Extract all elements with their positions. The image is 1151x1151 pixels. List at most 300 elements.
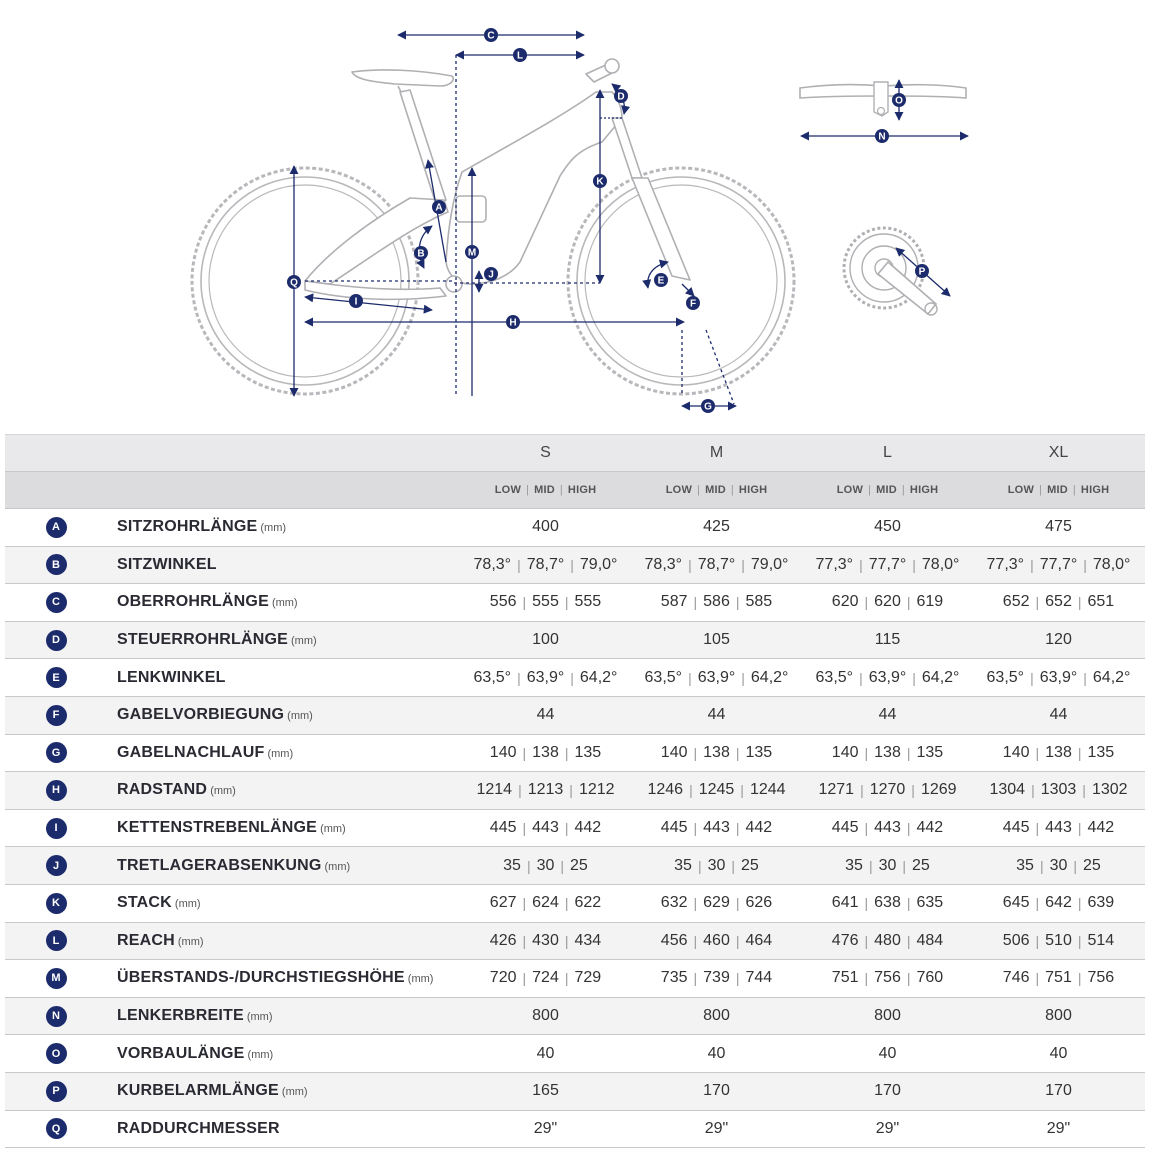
measurement-value: 35 bbox=[674, 856, 692, 874]
measurement-value: 63,9° bbox=[697, 668, 736, 686]
measurement-value: 78,3° bbox=[473, 555, 512, 573]
position-label: MID bbox=[876, 484, 897, 496]
position-label: LOW bbox=[494, 484, 522, 496]
value-cell-xl bbox=[973, 706, 1144, 724]
separator: | bbox=[693, 594, 698, 611]
measurement-value: 746 bbox=[1002, 969, 1030, 987]
svg-text:D: D bbox=[617, 91, 625, 103]
separator: | bbox=[1077, 932, 1082, 949]
value-cell-s bbox=[460, 932, 631, 950]
row-badge-cell bbox=[5, 818, 117, 839]
measurement-value: 443 bbox=[703, 819, 730, 837]
value-cell-m bbox=[631, 932, 802, 950]
table-row bbox=[5, 923, 1145, 961]
measurement-value: 800 bbox=[874, 1007, 901, 1025]
separator: | bbox=[559, 484, 563, 496]
measurement-name: STACK bbox=[117, 894, 172, 912]
bike-frame bbox=[305, 59, 690, 299]
measurement-value: 165 bbox=[532, 1082, 559, 1100]
separator: | bbox=[697, 484, 701, 496]
row-name-cell bbox=[117, 669, 460, 687]
separator: | bbox=[522, 820, 527, 837]
position-label: HIGH bbox=[909, 484, 939, 496]
measurement-value: 115 bbox=[874, 631, 901, 649]
measurement-value: 642 bbox=[1045, 894, 1072, 912]
table-row bbox=[5, 735, 1145, 773]
value-cell-s bbox=[460, 781, 631, 799]
measurement-value: 639 bbox=[1087, 894, 1115, 912]
bike-geometry-svg bbox=[0, 0, 1151, 432]
value-cell-l bbox=[802, 556, 973, 574]
row-name-cell bbox=[117, 744, 460, 762]
measurement-value: 29" bbox=[1046, 1119, 1071, 1137]
measurement-value: 40 bbox=[878, 1044, 897, 1062]
label-f bbox=[686, 296, 700, 310]
measurement-value: 464 bbox=[745, 931, 773, 949]
separator: | bbox=[901, 484, 905, 496]
value-cell-xl bbox=[973, 1082, 1144, 1100]
measurement-value: 629 bbox=[703, 894, 730, 912]
measurement-value: 800 bbox=[532, 1007, 559, 1025]
measurement-value: 751 bbox=[831, 969, 859, 987]
measurement-value: 77,7° bbox=[868, 555, 907, 573]
measurement-value: 35 bbox=[845, 856, 863, 874]
measurement-value: 44 bbox=[878, 706, 897, 724]
table-row bbox=[5, 810, 1145, 848]
separator: | bbox=[564, 594, 569, 611]
position-label: MID bbox=[534, 484, 555, 496]
separator: | bbox=[906, 594, 911, 611]
svg-text:E: E bbox=[657, 275, 665, 287]
measurement-value: 622 bbox=[574, 894, 602, 912]
measurement-value: 443 bbox=[1045, 819, 1072, 837]
measurement-value: 724 bbox=[532, 969, 559, 987]
measurement-value: 585 bbox=[745, 593, 773, 611]
measurement-value: 443 bbox=[874, 819, 901, 837]
measurement-value: 443 bbox=[532, 819, 559, 837]
value-cell-xl bbox=[973, 1045, 1144, 1063]
measurement-value: 135 bbox=[1087, 743, 1115, 761]
label-l bbox=[513, 48, 527, 62]
measurement-value: 442 bbox=[745, 819, 773, 837]
value-cell-m bbox=[631, 706, 802, 724]
measurement-value: 64,2° bbox=[921, 668, 960, 686]
position-labels-m bbox=[631, 472, 802, 508]
svg-text:P: P bbox=[918, 266, 926, 278]
separator: | bbox=[526, 484, 530, 496]
row-name-cell bbox=[117, 1007, 460, 1025]
value-cell-l bbox=[802, 969, 973, 987]
measurement-value: 555 bbox=[574, 593, 602, 611]
row-badge-cell bbox=[5, 517, 117, 538]
separator: | bbox=[1039, 857, 1044, 874]
position-label: HIGH bbox=[738, 484, 768, 496]
letter-badge: C bbox=[46, 592, 67, 613]
row-badge-cell bbox=[5, 1081, 117, 1102]
value-cell-s bbox=[460, 1082, 631, 1100]
svg-text:B: B bbox=[417, 248, 425, 260]
row-badge-cell bbox=[5, 630, 117, 651]
subheader-spacer bbox=[5, 472, 460, 508]
value-cell-l bbox=[802, 593, 973, 611]
separator: | bbox=[864, 932, 869, 949]
label-p bbox=[915, 264, 929, 278]
measurement-value: 484 bbox=[916, 931, 944, 949]
measurement-value: 78,3° bbox=[644, 555, 683, 573]
separator: | bbox=[693, 895, 698, 912]
value-cell-m bbox=[631, 1120, 802, 1138]
measurement-value: 100 bbox=[532, 631, 559, 649]
measurement-value: 430 bbox=[532, 931, 559, 949]
measurement-value: 434 bbox=[574, 931, 602, 949]
value-cell-m bbox=[631, 857, 802, 875]
row-name-cell bbox=[117, 1120, 460, 1138]
letter-badge: L bbox=[46, 930, 67, 951]
letter-badge: M bbox=[46, 968, 67, 989]
separator: | bbox=[1035, 744, 1040, 761]
measurement-value: 442 bbox=[916, 819, 944, 837]
separator: | bbox=[1077, 820, 1082, 837]
table-row bbox=[5, 1035, 1145, 1073]
measurement-unit: (mm) bbox=[267, 747, 294, 760]
measurement-value: 79,0° bbox=[750, 555, 789, 573]
value-cell-s bbox=[460, 894, 631, 912]
value-cell-l bbox=[802, 1082, 973, 1100]
measurement-value: 40 bbox=[1049, 1044, 1068, 1062]
row-badge-cell bbox=[5, 968, 117, 989]
measurement-value: 586 bbox=[703, 593, 730, 611]
measurement-value: 77,3° bbox=[986, 555, 1025, 573]
separator: | bbox=[906, 970, 911, 987]
separator: | bbox=[570, 669, 574, 686]
value-cell-l bbox=[802, 932, 973, 950]
separator: | bbox=[570, 556, 574, 573]
value-cell-l bbox=[802, 1045, 973, 1063]
measurement-value: 63,5° bbox=[815, 668, 854, 686]
value-cell-s bbox=[460, 857, 631, 875]
measurement-value: 1246 bbox=[647, 781, 684, 799]
value-cell-xl bbox=[973, 894, 1144, 912]
header-spacer bbox=[5, 435, 460, 471]
separator: | bbox=[1031, 782, 1035, 799]
separator: | bbox=[741, 556, 745, 573]
separator: | bbox=[906, 744, 911, 761]
label-h bbox=[506, 315, 520, 329]
value-cell-m bbox=[631, 744, 802, 762]
size-header-row bbox=[5, 434, 1145, 471]
row-badge-cell bbox=[5, 930, 117, 951]
value-cell-l bbox=[802, 857, 973, 875]
row-name-cell bbox=[117, 1045, 460, 1063]
separator: | bbox=[1077, 744, 1082, 761]
value-cell-l bbox=[802, 744, 973, 762]
table-row bbox=[5, 659, 1145, 697]
value-cell-l bbox=[802, 669, 973, 687]
measurement-value: 1270 bbox=[869, 781, 906, 799]
value-cell-l bbox=[802, 781, 973, 799]
measurement-name: OBERROHRLÄNGE bbox=[117, 593, 269, 611]
measurement-value: 30 bbox=[878, 856, 897, 874]
measurement-value: 587 bbox=[660, 593, 688, 611]
table-row bbox=[5, 697, 1145, 735]
separator: | bbox=[868, 857, 873, 874]
measurement-value: 624 bbox=[532, 894, 559, 912]
measurement-value: 170 bbox=[874, 1082, 901, 1100]
measurement-value: 140 bbox=[831, 743, 859, 761]
measurement-name: STEUERROHRLÄNGE bbox=[117, 631, 289, 649]
separator: | bbox=[564, 970, 569, 987]
measurement-value: 78,0° bbox=[921, 555, 960, 573]
svg-text:F: F bbox=[689, 298, 697, 310]
value-cell-s bbox=[460, 744, 631, 762]
measurement-value: 632 bbox=[660, 894, 688, 912]
separator: | bbox=[1083, 669, 1087, 686]
row-name-cell bbox=[117, 894, 460, 912]
row-name-cell bbox=[117, 969, 460, 987]
measurement-value: 105 bbox=[703, 631, 730, 649]
label-e bbox=[654, 273, 668, 287]
measurement-value: 78,7° bbox=[697, 555, 736, 573]
measurement-value: 44 bbox=[1049, 706, 1068, 724]
value-cell-s bbox=[460, 518, 631, 536]
measurement-unit: (mm) bbox=[320, 823, 346, 836]
value-cell-m bbox=[631, 631, 802, 649]
measurement-name: KURBELARMLÄNGE bbox=[117, 1082, 279, 1100]
measurement-value: 645 bbox=[1002, 894, 1030, 912]
row-badge-cell bbox=[5, 780, 117, 801]
table-row bbox=[5, 772, 1145, 810]
measurement-name: ÜBERSTANDS-/DURCHSTIEGSHÖHE bbox=[117, 969, 405, 987]
table-row bbox=[5, 547, 1145, 585]
measurement-value: 63,5° bbox=[473, 668, 512, 686]
measurement-unit: (mm) bbox=[247, 1048, 274, 1061]
measurement-value: 44 bbox=[536, 706, 555, 724]
value-cell-s bbox=[460, 556, 631, 574]
table-row bbox=[5, 847, 1145, 885]
position-label: MID bbox=[705, 484, 726, 496]
letter-badge: P bbox=[46, 1081, 67, 1102]
measurement-unit: (mm) bbox=[246, 1011, 273, 1024]
separator: | bbox=[735, 594, 740, 611]
table-row bbox=[5, 960, 1145, 998]
separator: | bbox=[906, 820, 911, 837]
value-cell-s bbox=[460, 669, 631, 687]
measurement-name: LENKWINKEL bbox=[117, 668, 226, 686]
value-cell-xl bbox=[973, 556, 1144, 574]
separator: | bbox=[912, 669, 916, 686]
position-label: HIGH bbox=[1080, 484, 1110, 496]
measurement-name: LENKERBREITE bbox=[117, 1007, 244, 1025]
measurement-value: 638 bbox=[874, 894, 901, 912]
row-badge-cell bbox=[5, 667, 117, 688]
value-cell-m bbox=[631, 1045, 802, 1063]
separator: | bbox=[689, 782, 693, 799]
letter-badge: B bbox=[46, 554, 67, 575]
measurement-name: REACH bbox=[117, 931, 175, 949]
label-n bbox=[875, 129, 889, 143]
measurement-value: 510 bbox=[1045, 931, 1072, 949]
measurement-value: 140 bbox=[1002, 743, 1030, 761]
value-cell-l bbox=[802, 706, 973, 724]
measurement-value: 800 bbox=[1045, 1007, 1072, 1025]
svg-text:J: J bbox=[488, 269, 494, 281]
position-label: LOW bbox=[1007, 484, 1035, 496]
measurement-value: 79,0° bbox=[579, 555, 618, 573]
measurement-value: 514 bbox=[1087, 931, 1115, 949]
measurement-value: 138 bbox=[1045, 743, 1072, 761]
row-name-cell bbox=[117, 857, 460, 875]
measurement-unit: (mm) bbox=[287, 710, 313, 723]
value-cell-m bbox=[631, 894, 802, 912]
measurement-value: 1302 bbox=[1091, 781, 1128, 799]
separator: | bbox=[1077, 970, 1082, 987]
label-q bbox=[287, 275, 301, 289]
letter-badge: I bbox=[46, 818, 67, 839]
letter-badge: J bbox=[46, 855, 67, 876]
value-cell-xl bbox=[973, 593, 1144, 611]
measurement-value: 400 bbox=[532, 518, 559, 536]
measurement-value: 77,7° bbox=[1039, 555, 1078, 573]
value-cell-m bbox=[631, 593, 802, 611]
value-cell-m bbox=[631, 556, 802, 574]
table-row bbox=[5, 509, 1145, 547]
front-wheel bbox=[568, 168, 794, 394]
row-name-cell bbox=[117, 593, 460, 611]
value-cell-xl bbox=[973, 781, 1144, 799]
label-d bbox=[614, 89, 628, 103]
separator: | bbox=[1072, 484, 1076, 496]
measurement-value: 751 bbox=[1045, 969, 1072, 987]
measurement-name: RADSTAND bbox=[117, 781, 208, 799]
measurement-value: 1245 bbox=[698, 781, 735, 799]
separator: | bbox=[564, 820, 569, 837]
position-header-row bbox=[5, 471, 1145, 509]
measurement-name: RADDURCHMESSER bbox=[117, 1119, 280, 1137]
separator: | bbox=[693, 970, 698, 987]
separator: | bbox=[688, 669, 692, 686]
separator: | bbox=[526, 857, 531, 874]
value-cell-m bbox=[631, 669, 802, 687]
measurement-value: 40 bbox=[536, 1044, 555, 1062]
measurement-unit: (mm) bbox=[271, 597, 298, 610]
label-c bbox=[484, 28, 498, 42]
position-label: LOW bbox=[665, 484, 693, 496]
measurement-value: 63,9° bbox=[868, 668, 907, 686]
separator: | bbox=[564, 744, 569, 761]
separator: | bbox=[517, 669, 521, 686]
measurement-unit: (mm) bbox=[291, 635, 317, 648]
separator: | bbox=[564, 895, 569, 912]
svg-text:A: A bbox=[435, 202, 443, 214]
measurement-name: KETTENSTREBENLÄNGE bbox=[117, 819, 318, 837]
svg-text:K: K bbox=[596, 176, 604, 188]
measurement-name: GABELNACHLAUF bbox=[117, 743, 265, 761]
label-g bbox=[701, 399, 715, 413]
row-badge-cell bbox=[5, 1006, 117, 1027]
measurement-value: 35 bbox=[1016, 856, 1034, 874]
size-m-header: M bbox=[709, 444, 724, 461]
measurement-value: 445 bbox=[831, 819, 859, 837]
separator: | bbox=[1030, 556, 1034, 573]
measurement-value: 140 bbox=[489, 743, 517, 761]
svg-text:M: M bbox=[467, 247, 477, 259]
svg-text:C: C bbox=[487, 30, 495, 42]
value-cell-xl bbox=[973, 819, 1144, 837]
measurement-value: 64,2° bbox=[750, 668, 789, 686]
measurement-value: 29" bbox=[704, 1119, 729, 1137]
measurement-name: SITZWINKEL bbox=[117, 555, 217, 573]
measurement-value: 756 bbox=[874, 969, 901, 987]
table-row bbox=[5, 1073, 1145, 1111]
svg-text:I: I bbox=[354, 296, 358, 308]
measurement-value: 442 bbox=[574, 819, 602, 837]
measurement-value: 556 bbox=[489, 593, 517, 611]
letter-badge: F bbox=[46, 705, 67, 726]
handlebar-detail bbox=[800, 80, 968, 136]
letter-badge: H bbox=[46, 780, 67, 801]
value-cell-s bbox=[460, 969, 631, 987]
separator: | bbox=[911, 782, 915, 799]
separator: | bbox=[731, 857, 736, 874]
measurement-value: 760 bbox=[916, 969, 944, 987]
measurement-value: 170 bbox=[1045, 1082, 1072, 1100]
value-cell-l bbox=[802, 631, 973, 649]
separator: | bbox=[740, 782, 744, 799]
table-row bbox=[5, 1111, 1145, 1149]
value-cell-xl bbox=[973, 857, 1144, 875]
label-b bbox=[414, 246, 428, 260]
measurement-value: 138 bbox=[532, 743, 559, 761]
value-cell-s bbox=[460, 631, 631, 649]
position-labels-s bbox=[460, 472, 631, 508]
position-labels-xl bbox=[973, 472, 1144, 508]
measurement-name: TRETLAGERABSENKUNG bbox=[117, 856, 322, 874]
measurement-value: 475 bbox=[1045, 518, 1072, 536]
value-cell-m bbox=[631, 781, 802, 799]
measurement-value: 480 bbox=[874, 931, 901, 949]
value-cell-l bbox=[802, 894, 973, 912]
letter-badge: K bbox=[46, 893, 67, 914]
separator: | bbox=[906, 895, 911, 912]
letter-badge: N bbox=[46, 1006, 67, 1027]
measurement-value: 78,0° bbox=[1092, 555, 1131, 573]
measurement-value: 426 bbox=[489, 931, 517, 949]
value-cell-l bbox=[802, 1007, 973, 1025]
separator: | bbox=[522, 932, 527, 949]
measurement-value: 425 bbox=[703, 518, 730, 536]
label-o bbox=[892, 93, 906, 107]
position-labels-l bbox=[802, 472, 973, 508]
measurement-value: 78,7° bbox=[526, 555, 565, 573]
svg-text:L: L bbox=[516, 50, 524, 62]
measurement-value: 756 bbox=[1087, 969, 1115, 987]
position-label: LOW bbox=[836, 484, 864, 496]
measurement-value: 170 bbox=[703, 1082, 730, 1100]
svg-text:Q: Q bbox=[290, 277, 298, 289]
table-row bbox=[5, 998, 1145, 1036]
measurement-value: 744 bbox=[745, 969, 773, 987]
table-row bbox=[5, 885, 1145, 923]
measurement-value: 627 bbox=[489, 894, 517, 912]
separator: | bbox=[735, 970, 740, 987]
row-name-cell bbox=[117, 518, 460, 536]
value-cell-l bbox=[802, 819, 973, 837]
separator: | bbox=[735, 820, 740, 837]
measurement-value: 140 bbox=[660, 743, 688, 761]
measurement-value: 456 bbox=[660, 931, 688, 949]
value-cell-m bbox=[631, 518, 802, 536]
label-j bbox=[484, 267, 498, 281]
